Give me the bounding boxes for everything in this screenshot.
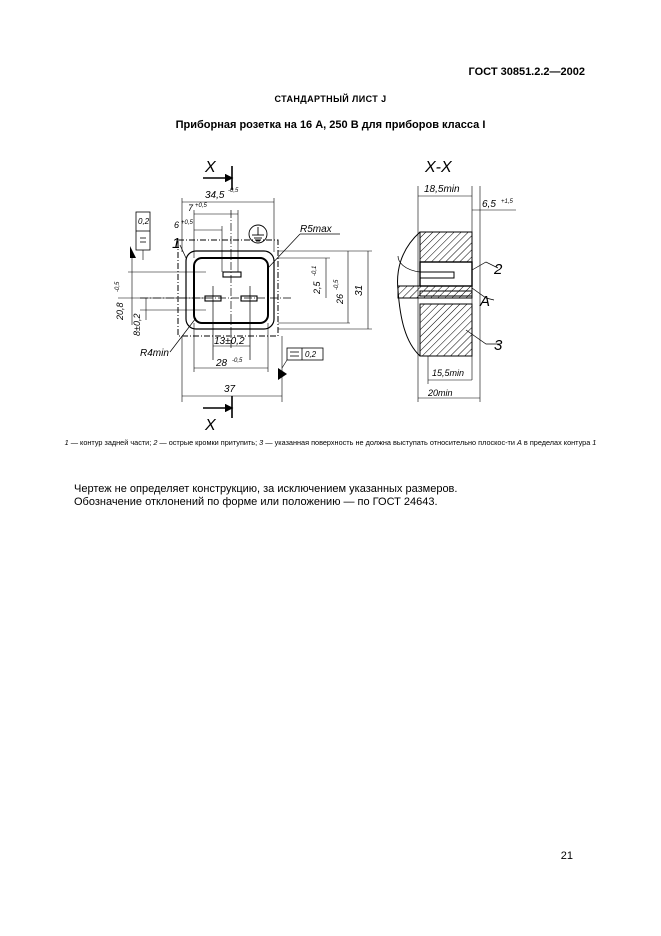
dim-6: 6 (174, 220, 180, 230)
front-view (118, 159, 372, 430)
caption-num-3: 3 (259, 438, 264, 447)
section-label: X-X (425, 159, 452, 176)
caption-text-1: — контур задней части; (68, 438, 154, 447)
technical-drawing (0, 0, 661, 430)
dim-26-tol: -0,5 (334, 279, 340, 290)
dim-31: 31 (354, 284, 365, 296)
dim-7: 7 (188, 203, 194, 213)
note-line-1: Чертеж не определяет конструкцию, за исключением указанных размеров. (74, 483, 458, 495)
callout-a: A (480, 293, 491, 310)
view-label-top: X (205, 159, 216, 176)
dim-7-tol: +0,5 (195, 203, 207, 209)
callout-3: 3 (494, 337, 503, 354)
dim-34-5: 34,5 (205, 190, 225, 201)
caption-text-2: — острые кромки притупить; (157, 438, 260, 447)
callout-2: 2 (494, 261, 503, 278)
tol-bottom: 0,2 (305, 350, 317, 359)
dim-28: 28 (216, 358, 228, 369)
caption-num-4: 1 (592, 438, 597, 447)
page-number: 21 (560, 850, 573, 862)
dim-20: 20min (428, 388, 453, 398)
note-line-2: Обозначение отклонений по форме или положению — по ГОСТ 24643. (74, 496, 438, 508)
dim-20-8-tol: -0,5 (115, 281, 121, 292)
dim-18-5: 18,5min (424, 184, 460, 195)
dim-26: 26 (335, 293, 345, 304)
caption-text-4: в пределах контура (521, 438, 593, 447)
dim-2-5: 2,5 (312, 281, 322, 294)
dim-r4: R4min (140, 348, 169, 359)
dim-28-tol: -0,5 (232, 358, 243, 364)
dim-34-5-tol: -0,5 (228, 188, 239, 194)
dim-8: 8±0,2 (132, 313, 142, 336)
dim-r5: R5max (300, 224, 332, 235)
dim-37: 37 (224, 384, 236, 395)
caption-num-2: 2 (153, 438, 158, 447)
caption-num-1: 1 (64, 438, 69, 447)
dim-15-5: 15,5min (432, 368, 465, 378)
dim-6-5-tol: +1,5 (501, 199, 513, 205)
dim-2-5-tol: -0,1 (312, 265, 318, 276)
page-title: Приборная розетка на 16 А, 250 В для приборов класса I (175, 119, 486, 131)
caption-text-3: — указанная поверхность не должна выступать относительно плоскос-ти (263, 438, 518, 447)
dim-13: 13±0,2 (214, 336, 245, 347)
sheet-label: СТАНДАРТНЫЙ ЛИСТ J (274, 94, 387, 104)
dim-20-8: 20,8 (115, 302, 125, 320)
callout-1: 1 (172, 235, 181, 252)
tol-left: 0,2 (138, 217, 150, 226)
dim-6-tol: +0,5 (181, 220, 193, 226)
standard-number: ГОСТ 30851.2.2—2002 (468, 66, 585, 78)
figure-caption (48, 437, 613, 448)
view-label-bottom: X (205, 417, 216, 430)
dim-6-5: 6,5 (482, 199, 496, 210)
caption-plane-a: А (517, 438, 522, 447)
